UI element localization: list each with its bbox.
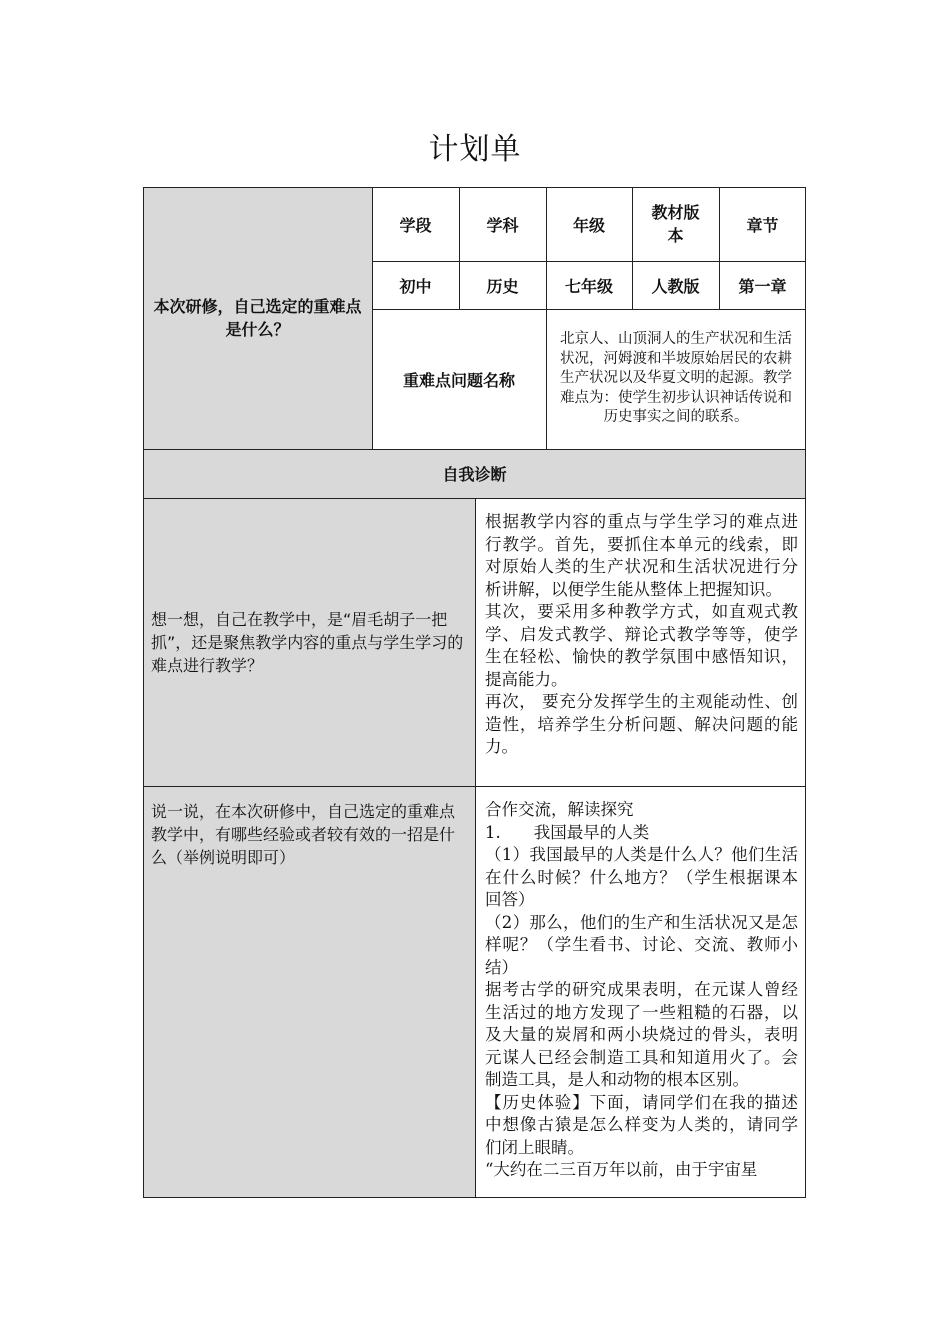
column-header-stage: 学段 <box>399 215 432 235</box>
table-border-row <box>372 261 806 262</box>
table-border-row <box>372 309 806 310</box>
value-stage: 初中 <box>399 276 432 296</box>
experience-paragraph: 合作交流，解读探究 <box>485 800 634 819</box>
experience-paragraph: 据考古学的研究成果表明，在元谋人曾经生活过的地方发现了一些粗糙的石器，以及大量的炭屑和两小块烧过的骨头，表明元谋人已经会制造工具和知道用火了。会制造工具，是人和动物的根本区别。 <box>485 980 798 1089</box>
column-header-textbook: 教材版本 <box>651 203 700 245</box>
page-title: 计划单 <box>428 132 522 167</box>
experience-paragraph: 【历史体验】下面，请同学们在我的描述中想像古猿是怎么样变为人类的，请同学们闭上眼睛。 <box>485 1092 798 1157</box>
problem-text: 北京人、山顶洞人的生产状况和生活状况，河姆渡和半坡原始居民的农耕生产状况以及华夏文明的起源。教学难点为：使学生初步认识神话传说和历史事实之间的联系。 <box>560 331 792 426</box>
table-border-col <box>719 187 720 309</box>
experience-question: 说一说，在本次研修中，自己选定的重难点教学中，有哪些经验或者较有效的一招是什么（举例说明即可） <box>143 786 475 1198</box>
diagnosis-question: 想一想，自己在教学中，是“眉毛胡子一把抓”，还是聚焦教学内容的重点与学生学习的难点进行教学？ <box>143 498 475 786</box>
value-textbook: 人教版 <box>651 276 700 296</box>
column-header-grade: 年级 <box>572 215 605 235</box>
table-border-top <box>143 187 806 188</box>
column-header-subject: 学科 <box>486 215 519 235</box>
table-border-row <box>143 449 806 450</box>
research-question: 本次研修，自己选定的重难点是什么？ <box>143 187 372 449</box>
diagnosis-paragraph: 根据教学内容的重点与学生学习的难点进行教学。首先，要抓住本单元的线索，即对原始人类的生产状况和生活状况进行分析讲解，以便学生能从整体上把握知识。 <box>485 512 798 599</box>
experience-paragraph: 1. 我国最早的人类 <box>485 822 650 842</box>
experience-paragraph: “大约在二三百万年以前，由于宇宙星 <box>485 1160 758 1179</box>
table-border-left <box>143 187 144 1198</box>
diagnosis-answer <box>475 498 806 786</box>
table-border-col <box>632 187 633 309</box>
value-chapter: 第一章 <box>738 276 787 296</box>
table-border-col <box>546 187 547 449</box>
experience-paragraph: （2）那么，他们的生产和生活状况又是怎样呢？（学生看书、讨论、交流、教师小结） <box>485 912 798 977</box>
diagnosis-paragraph: 再次， 要充分发挥学生的主观能动性、创造性，培养学生分析问题、解决问题的能力。 <box>485 692 798 756</box>
value-grade: 七年级 <box>564 276 613 296</box>
column-header-chapter: 章节 <box>746 215 779 235</box>
experience-paragraph: （1）我国最早的人类是什么人？他们生活在什么时候？什么地方？（学生根据课本回答） <box>485 845 798 909</box>
section-self-diagnosis: 自我诊断 <box>143 449 806 498</box>
table-border-right <box>805 187 806 1198</box>
diagnosis-paragraph: 其次，要采用多种教学方式，如直观式教学、启发式教学、辩论式教学等等，使学生在轻松、愉快的教学氛围中感悟知识，提高能力。 <box>485 602 798 689</box>
problem-label: 重难点问题名称 <box>402 370 515 390</box>
value-subject: 历史 <box>486 276 519 296</box>
experience-answer <box>475 786 806 1198</box>
table-border-col <box>372 187 373 449</box>
table-border-col <box>475 498 476 1198</box>
table-border-col <box>459 187 460 309</box>
